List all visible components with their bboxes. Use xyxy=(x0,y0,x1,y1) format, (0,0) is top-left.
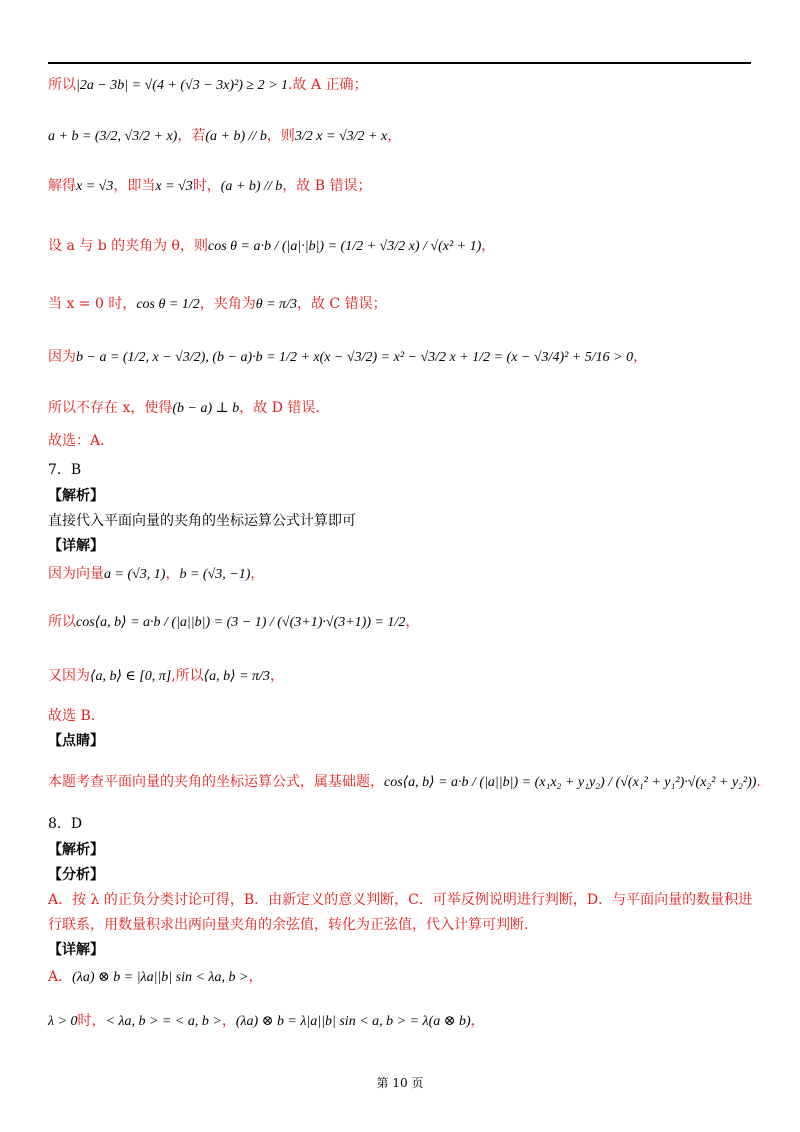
line-22: A．按 λ 的正负分类讨论可得，B．由新定义的意义判断，C．可举反例说明进行判断，D．与平面向量的数量积进 xyxy=(48,892,753,908)
line-5: 当 x = 0 时，cos θ = 1/2，夹角为θ = π/3，故 C 错误； xyxy=(48,296,387,312)
line-26: λ > 0时，< λa, b > = < a, b >，(λa) ⊗ b = λ|a||b| sin < a, b > = λ(a ⊗ b)， xyxy=(48,1013,485,1029)
line-16: 故选 B. xyxy=(48,708,96,724)
line-7: 所以不存在 x，使得(b − a) ⊥ b，故 D 错误. xyxy=(48,400,320,416)
line-18: 本题考查平面向量的夹角的坐标运算公式，属基础题，cos⟨a, b⟩ = a·b / (|a||b|) = (x₁x₂ + y₁y₂) / (√(x₁² + y₁²)·√(x₂² + y₂²)). xyxy=(48,774,761,790)
line-25: A．(λa) ⊗ b = |λa||b| sin < λa, b >， xyxy=(48,969,263,985)
question-7-answer: 7．B xyxy=(48,462,82,478)
q8-analysis-heading: 【解析】 xyxy=(48,842,104,858)
line-15: 又因为⟨a, b⟩ ∈ [0, π],所以⟨a, b⟩ = π/3， xyxy=(48,668,284,684)
line-1: 所以|2a − 3b| = √(4 + (√3 − 3x)²) ≥ 2 > 1.故 A 正确； xyxy=(48,77,368,93)
question-8-answer: 8．D xyxy=(48,816,83,832)
line-8: 故选：A． xyxy=(48,433,115,449)
q8-detail-heading: 【详解】 xyxy=(48,942,104,958)
q7-analysis-text: 直接代入平面向量的夹角的坐标运算公式计算即可 xyxy=(48,513,356,529)
page-number: 第 10 页 xyxy=(376,1076,424,1090)
q7-analysis-heading: 【解析】 xyxy=(48,488,104,504)
q7-detail-heading: 【详解】 xyxy=(48,538,104,554)
q7-comment-heading: 【点睛】 xyxy=(48,733,104,749)
line-4: 设 a 与 b 的夹角为 θ，则cos θ = a·b / (|a|·|b|) = (1/2 + √3/2 x) / √(x² + 1)， xyxy=(48,238,496,254)
q8-fenxi-heading: 【分析】 xyxy=(48,867,104,883)
line-6: 因为b − a = (1/2, x − √3/2), (b − a)·b = 1/2 + x(x − √3/2) = x² − √3/2 x + 1/2 = (x − √3/4)² + 5/16 > 0， xyxy=(48,349,648,365)
line-23: 行联系，用数量积求出两向量夹角的余弦值，转化为正弦值，代入计算可判断. xyxy=(48,917,529,933)
line-14: 所以cos⟨a, b⟩ = a·b / (|a||b|) = (3 − 1) / (√(3+1)·√(3+1)) = 1/2， xyxy=(48,614,420,630)
line-13: 因为向量a = (√3, 1)，b = (√3, −1)， xyxy=(48,566,265,582)
line-2: a + b = (3/2, √3/2 + x)，若(a + b) // b，则3/2 x = √3/2 + x， xyxy=(48,128,402,144)
header-rule xyxy=(48,62,751,64)
line-3: 解得x = √3，即当x = √3时，(a + b) // b，故 B 错误； xyxy=(48,178,372,194)
